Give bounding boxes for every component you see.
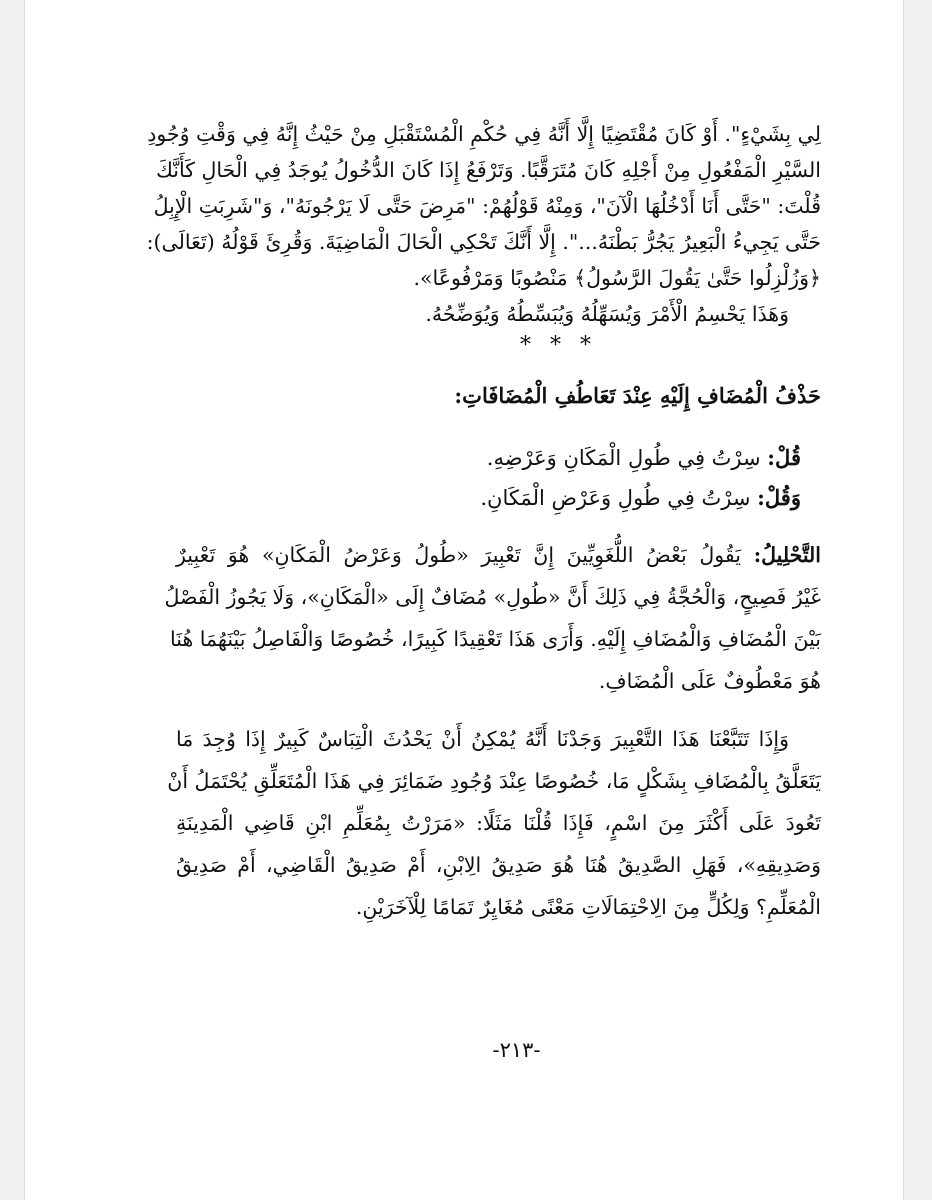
- text-line: الْمُعَلِّمِ؟ وَلِكُلٍّ مِنَ الِاحْتِمَالَاتِ مَعْنًى مُغَايِرٌ تَمَامًا لِلْآخَرَيْنِ.: [355, 895, 821, 919]
- text-line: قُلْتَ: "حَتَّى أَنَا أَدْخُلُهَا الْآنَ"، وَمِنْهُ قَوْلُهُمْ: "مَرِضَ حَتَّى لَا يَرْجُونَهُ"، وَ"شَرِبَتِ الْإِبِلُ: [153, 194, 821, 218]
- section-heading: حَذْفُ الْمُضَافِ إِلَيْهِ عِنْدَ تَعَاطُفِ الْمُضَافَاتِ:: [454, 383, 821, 408]
- text-line: ﴿وَزُلْزِلُوا حَتَّىٰ يَقُولَ الرَّسُولُ﴾ مَنْصُوبًا وَمَرْفُوعًا».: [413, 266, 821, 290]
- text-line: [176, 534, 821, 576]
- text-line: تَعُودَ عَلَى أَكْثَرَ مِنَ اسْمٍ، فَإِذَا قُلْنَا مَثَلًا: «مَرَرْتُ بِمُعَلِّمِ ابْنِ قَاضِي الْمَدِينَةِ: [176, 811, 821, 835]
- paragraph-top: [146, 116, 821, 332]
- page-number: -٢١٣-: [492, 1038, 541, 1062]
- text-line: السَّيْرِ الْمَفْعُولِ مِنْ أَجْلِهِ كَانَ مُتَرَقَّبًا. وَتَرْفَعُ إِذَا كَانَ الدُّخُولُ يُوجَدُ فِي الْحَالِ كَأَنَّكَ: [156, 158, 821, 182]
- text-line: غَيْرُ فَصِيحٍ، وَالْحُجَّةُ فِي ذَلِكَ أَنَّ «طُولِ» مُضَافٌ إِلَى «الْمَكَانِ»، وَلَا يَجُوزُ الْفَصْلُ: [164, 585, 821, 609]
- paragraph-analysis: [164, 534, 821, 702]
- example-line: [176, 478, 821, 518]
- text-line: هُوَ مَعْطُوفٌ عَلَى الْمُضَافِ.: [598, 669, 821, 693]
- paragraph-final: [167, 718, 821, 928]
- text-line: وَصَدِيقِهِ»، فَهَلِ الصَّدِيقُ هُنَا هُوَ صَدِيقُ الِابْنِ، أَمْ صَدِيقُ الْقَاضِي، أَمْ صَدِيقُ: [176, 853, 821, 877]
- analysis-text: يَقُولُ بَعْضُ اللُّغَوِيِّينَ إِنَّ تَعْبِيرَ «طُولُ وَعَرْضُ الْمَكَانِ» هُوَ تَعْبِيرٌ: [176, 543, 754, 567]
- example-label: وَقُلْ:: [757, 485, 801, 510]
- text-line: يَتَعَلَّقُ بِالْمُضَافِ بِشَكْلٍ مَا، خُصُوصًا عِنْدَ وُجُودِ ضَمَائِرَ فِي هَذَا الْمُتَعَلِّقِ يُحْتَمَلُ أَنْ: [167, 769, 821, 793]
- text-line: وَهَذَا يَحْسِمُ الْأَمْرَ وَيُسَهِّلُهُ وَيُبَسِّطُهُ وَيُوَضِّحُهُ.: [425, 302, 789, 326]
- text-line: حَتَّى يَجِيءُ الْبَعِيرُ يَجُرُّ بَطْنَهُ...". إِلَّا أَنَّكَ تَحْكِي الْحَالَ الْمَاضِيَةَ. وَقُرِئَ قَوْلُهُ (تَعَالَى):: [146, 230, 821, 254]
- document-page: [24, 0, 904, 1200]
- analysis-label: التَّحْلِيلُ:: [753, 543, 821, 567]
- text-line: بَيْنَ الْمُضَافِ وَالْمُضَافِ إِلَيْهِ. وَأَرَى هَذَا تَعْقِيدًا كَبِيرًا، خُصُوصًا وَالْفَاصِلُ بَيْنَهُمَا هُنَا: [170, 627, 821, 651]
- right-margin: [904, 0, 932, 1200]
- section-divider: * * *: [520, 333, 597, 358]
- example-label: قُلْ:: [767, 445, 801, 470]
- text-line: لِي بِشَيْءٍ". أَوْ كَانَ مُقْتَضِيًا إِلَّا أَنَّهُ فِي حُكْمِ الْمُسْتَقْبَلِ مِنْ حَيْثُ إِنَّهُ فِي وَقْتِ وُجُودِ: [147, 122, 821, 146]
- text-line: وَإِذَا تَتَبَّعْنَا هَذَا التَّعْبِيرَ وَجَدْنَا أَنَّهُ يُمْكِنُ أَنْ يَحْدُثَ الْتِبَاسٌ كَبِيرٌ إِذَا وُجِدَ مَا: [176, 727, 789, 751]
- example-text: سِرْتُ فِي طُولِ الْمَكَانِ وَعَرْضِهِ.: [486, 446, 768, 470]
- page-content: [146, 116, 821, 928]
- example-text: سِرْتُ فِي طُولِ وَعَرْضِ الْمَكَانِ.: [480, 486, 758, 510]
- left-margin: [0, 0, 24, 1200]
- example-line: [176, 438, 821, 478]
